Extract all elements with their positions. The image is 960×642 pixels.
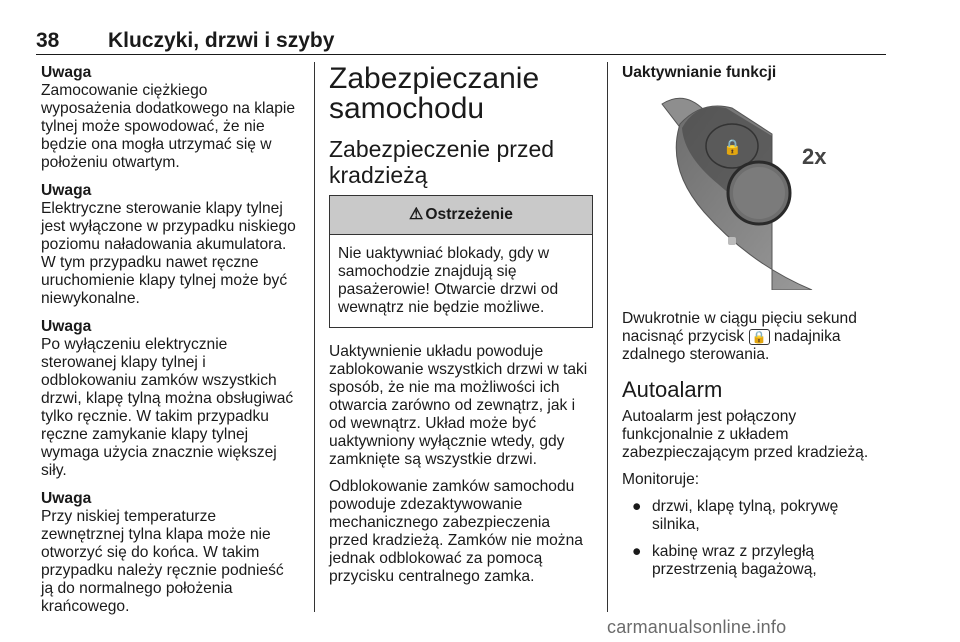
note-label: Uwaga — [41, 490, 92, 507]
warning-header — [330, 196, 592, 235]
paragraph: Autoalarm jest połączony funkcjonalnie z układem zabezpieczającym przed kradzieżą. — [622, 408, 869, 461]
warning-title: Ostrzeżenie — [425, 206, 513, 223]
warning-text: Nie uaktywniać blokady, gdy w samochodzie znajdują się pasażerowie! Otwarcie drzwi od wewnątrz nie będzie możliwe. — [338, 245, 559, 316]
list-item-text: kabinę wraz z przyległą przestrzenią bagażową, — [652, 543, 817, 578]
note-label: Uwaga — [41, 182, 92, 199]
key-fob-illustration — [622, 94, 886, 290]
chapter-title: Kluczyki, drzwi i szyby — [108, 29, 335, 52]
monitored-list — [622, 498, 886, 579]
note-text: Elektryczne sterowanie klapy tylnej jest wyłączone w przypadku niskiego poziomu naładowania akumulatora. W tym przypadku nawet ręczne uruchomienie klapy tylnej może być niewykonalne. — [41, 200, 296, 307]
section-heading: Zabezpieczanie samochodu — [329, 62, 540, 125]
svg-text:🔒: 🔒 — [723, 138, 742, 156]
paragraph — [622, 310, 886, 364]
warning-triangle-icon: ⚠ — [409, 206, 424, 223]
note-block — [41, 490, 299, 616]
column-divider — [607, 62, 608, 612]
note-block — [41, 64, 299, 172]
section-heading: Autoalarm — [622, 377, 723, 402]
paragraph: Monitoruje: — [622, 471, 700, 488]
paragraph: Odblokowanie zamków samochodu powoduje zdezaktywowanie mechanicznego zabezpieczenia przed kradzieżą. Zamków nie można jednak odblokować za pomocą przycisku centralnego zamka. — [329, 478, 583, 585]
note-text: Zamocowanie ciężkiego wyposażenia dodatkowego na klapie tylnej może spowodować, że nie będzie ona mogła utrzymać się w położeniu otwartym. — [41, 82, 296, 171]
column-divider — [314, 62, 315, 612]
warning-box — [329, 195, 593, 328]
note-text: Po wyłączeniu elektrycznie sterowanej klapy tylnej i odblokowaniu zamków wszystkich drzwi, klapę tylną można obsługiwać tylko ręcznie. W takim przypadku ręczne zamykanie klapy tylnej wymaga użycia znacznie większej siły. — [41, 336, 294, 479]
page-header — [36, 29, 886, 53]
paragraph: Uaktywnienie układu powoduje zablokowanie wszystkich drzwi w taki sposób, że nie ma możliwości ich otwarcia zarówno od zewnątrz, jak i od wewnątrz. Układ może być uaktywniony wyłącznie wtedy, gdy zamknięte są wszystkie drzwi. — [329, 343, 588, 468]
subsection-heading: Zabezpieczenie przed kradzieżą — [329, 136, 555, 188]
note-label: Uwaga — [41, 64, 92, 81]
header-rule — [36, 54, 886, 55]
bullet-icon: ● — [632, 543, 642, 560]
subsection-heading: Uaktywnianie funkcji — [622, 64, 777, 81]
paragraph-text-start: Dwukrotnie w ciągu pięciu sekund nacisnąć przycisk — [622, 310, 857, 345]
press-twice-label: 2x — [802, 144, 827, 169]
note-label: Uwaga — [41, 318, 92, 335]
note-text: Przy niskiej temperaturze zewnętrznej tylna klapa może nie otworzyć się do końca. W takim przypadku należy ręcznie podnieść ją do normalnego położenia krańcowego. — [41, 508, 284, 615]
bullet-icon: ● — [632, 498, 642, 515]
paragraph-text-end: nadajnika zdalnego sterowania. — [622, 328, 841, 363]
note-block — [41, 318, 299, 480]
column-left — [41, 64, 299, 626]
list-item — [622, 543, 886, 579]
column-right — [622, 64, 886, 588]
column-middle — [329, 64, 593, 595]
list-item — [622, 498, 886, 534]
lock-button-icon: 🔒 — [749, 329, 770, 345]
note-block — [41, 182, 299, 308]
list-item-text: drzwi, klapę tylną, pokrywę silnika, — [652, 498, 839, 533]
page-number: 38 — [36, 29, 60, 52]
watermark: carmanualsonline.info — [607, 617, 787, 637]
